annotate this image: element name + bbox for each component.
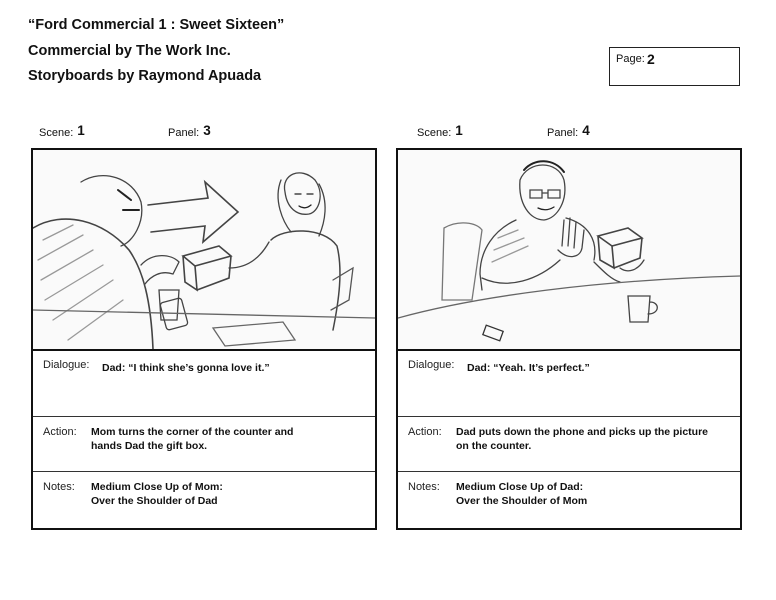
- scene-label-2: Scene: 1: [417, 123, 463, 139]
- dialogue-row-1: [33, 351, 375, 417]
- action-row-2: [398, 418, 740, 472]
- scene-number-1: 1: [77, 123, 85, 138]
- storyboard-panel-2: [396, 148, 742, 530]
- sketch-image-panel-3: [33, 150, 375, 351]
- notes-label-1: Notes:: [43, 481, 75, 493]
- notes-label-2: Notes:: [408, 481, 440, 493]
- panel-label-1: Panel: 3: [168, 123, 211, 139]
- sketch-image-panel-4: [398, 150, 740, 351]
- storyboard-panel-1: [31, 148, 377, 530]
- dialogue-text-1: Dad: “I think she’s gonna love it.”: [102, 362, 270, 374]
- scene-label-1: Scene: 1: [39, 123, 85, 139]
- panel-label-2: Panel: 4: [547, 123, 590, 139]
- notes-row-1: [33, 473, 375, 528]
- dialogue-label-2: Dialogue:: [408, 359, 455, 371]
- page-number: 2: [647, 51, 655, 67]
- page-label: Page:: [616, 53, 645, 65]
- commercial-credit: Commercial by The Work Inc.: [28, 43, 231, 59]
- scene-number-2: 1: [455, 123, 463, 138]
- notes-text-1: Medium Close Up of Mom: Over the Shoulder of Dad: [91, 481, 223, 507]
- dialogue-label-1: Dialogue:: [43, 359, 90, 371]
- storyboard-title: “Ford Commercial 1 : Sweet Sixteen”: [28, 17, 285, 33]
- action-row-1: [33, 418, 375, 472]
- notes-row-2: [398, 473, 740, 528]
- dialogue-text-2: Dad: “Yeah. It’s perfect.”: [467, 362, 590, 374]
- action-text-2: Dad puts down the phone and picks up the picture on the counter.: [456, 426, 709, 452]
- panel-number-2: 4: [582, 123, 590, 138]
- notes-text-2: Medium Close Up of Dad: Over the Shoulder of Mom: [456, 481, 588, 507]
- page-number-box: [609, 47, 740, 86]
- action-label-2: Action:: [408, 426, 442, 438]
- action-label-1: Action:: [43, 426, 77, 438]
- action-text-1: Mom turns the corner of the counter and hands Dad the gift box.: [91, 426, 294, 452]
- dialogue-row-2: [398, 351, 740, 417]
- storyboard-credit: Storyboards by Raymond Apuada: [28, 68, 262, 84]
- panel-number-1: 3: [203, 123, 211, 138]
